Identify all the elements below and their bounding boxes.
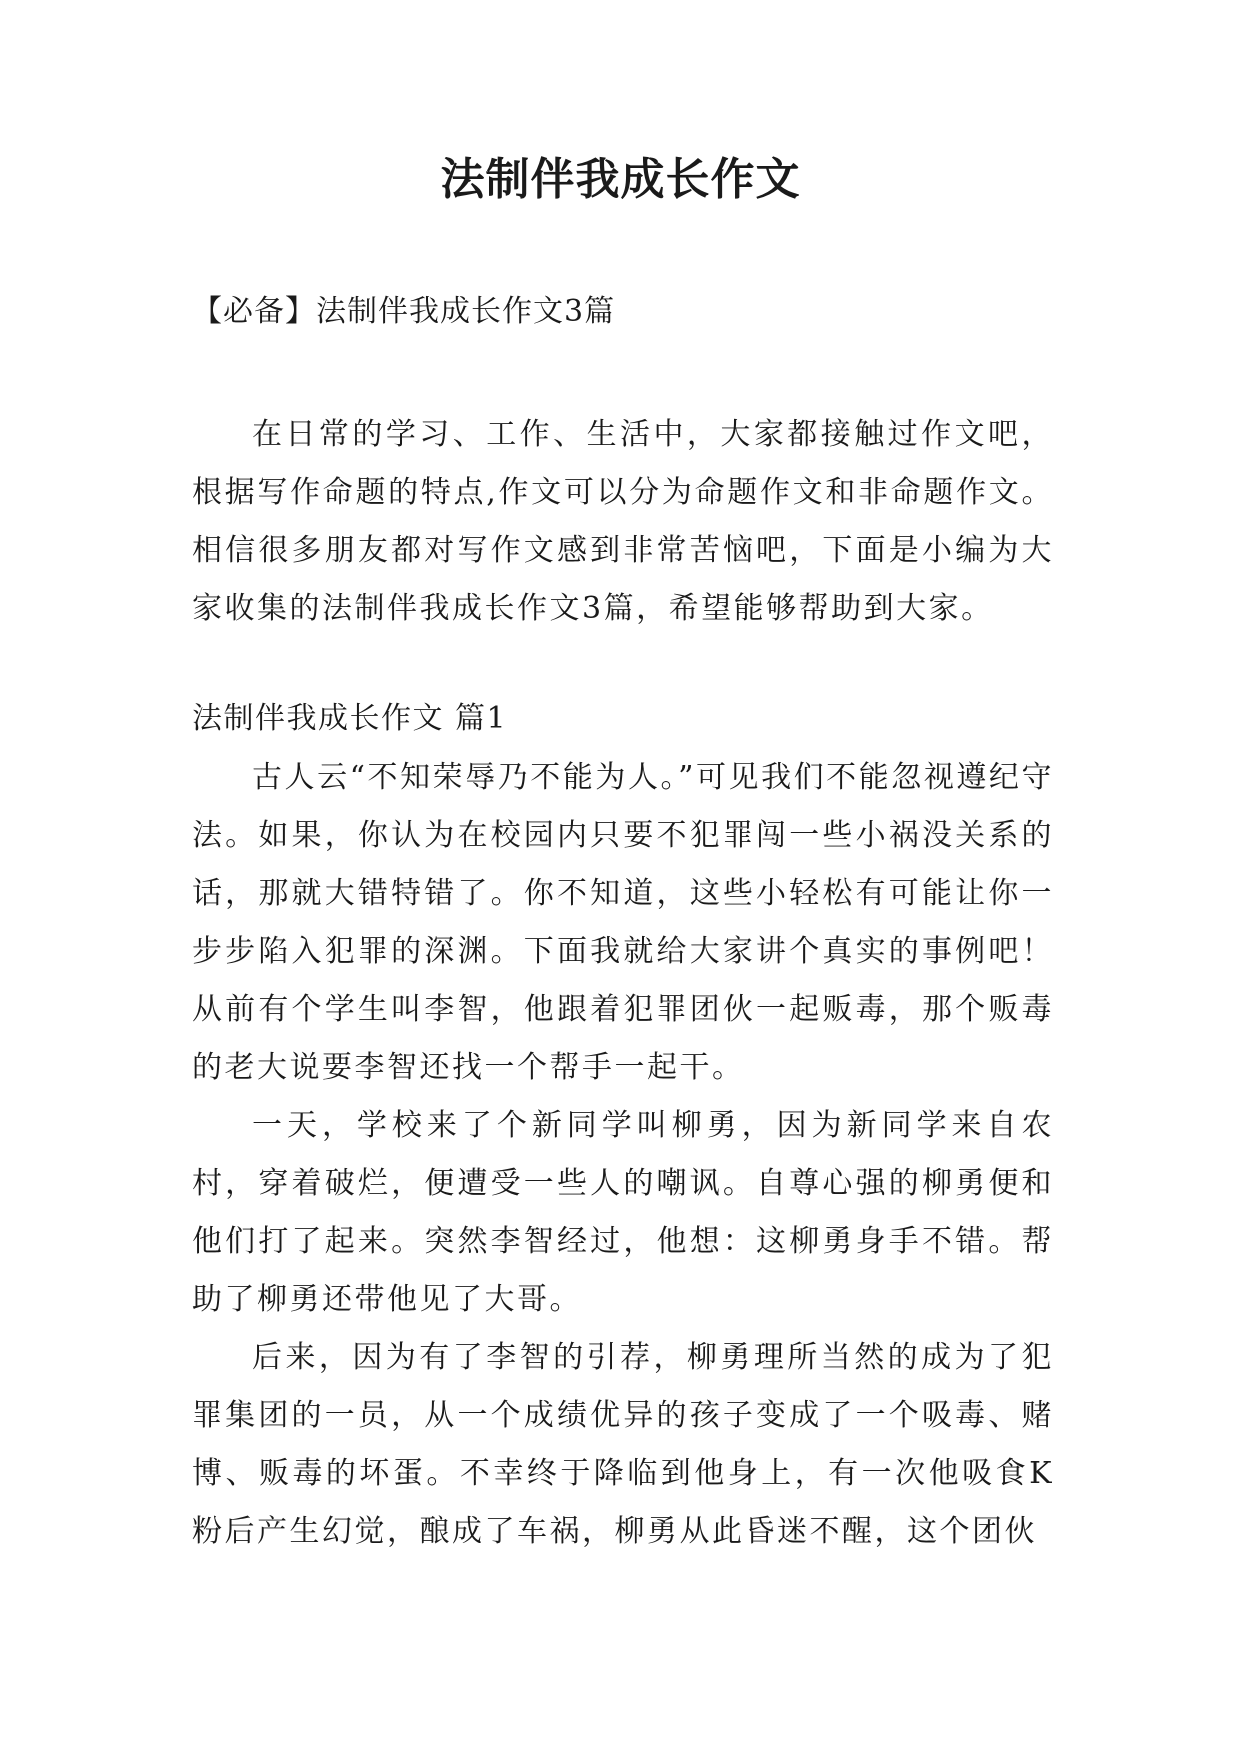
essay-paragraph: 后来，因为有了李智的引荐，柳勇理所当然的成为了犯罪集团的一员，从一个成绩优异的孩子变成了一个吸毒、赌博、贩毒的坏蛋。不幸终于降临到他身上，有一次他吸食K粉后产生幻觉，酿成了车祸，柳勇从此昏迷不醒，这个团伙 (192, 1340, 1054, 1549)
section-heading: 法制伴我成长作文 篇1 (192, 701, 508, 736)
document-title: 法制伴我成长作文 (440, 154, 801, 205)
intro-paragraph: 在日常的学习、工作、生活中，大家都接触过作文吧，根据写作命题的特点,作文可以分为命题作文和非命题作文。相信很多朋友都对写作文感到非常苦恼吧，下面是小编为大家收集的法制伴我成长作文3篇，希望能够帮助到大家。 (192, 417, 1054, 626)
essay-paragraph: 古人云“不知荣辱乃不能为人。”可见我们不能忽视遵纪守法。如果，你认为在校园内只要不犯罪闯一些小祸没关系的话，那就大错特错了。你不知道，这些小轻松有可能让你一步步陷入犯罪的深渊。下面我就给大家讲个真实的事例吧！ 从前有个学生叫李智，他跟着犯罪团伙一起贩毒，那个贩毒的老大说要李智还找一个帮手一起干。 (192, 760, 1054, 1085)
document-subtitle: 【必备】法制伴我成长作文3篇 (192, 294, 616, 329)
intro-section (192, 406, 1054, 638)
essay-paragraph: 一天，学校来了个新同学叫柳勇，因为新同学来自农村，穿着破烂，便遭受一些人的嘲讽。自尊心强的柳勇便和他们打了起来。突然李智经过，他想：这柳勇身手不错。帮助了柳勇还带他见了大哥。 (192, 1108, 1054, 1317)
essay-body (192, 749, 1054, 1561)
